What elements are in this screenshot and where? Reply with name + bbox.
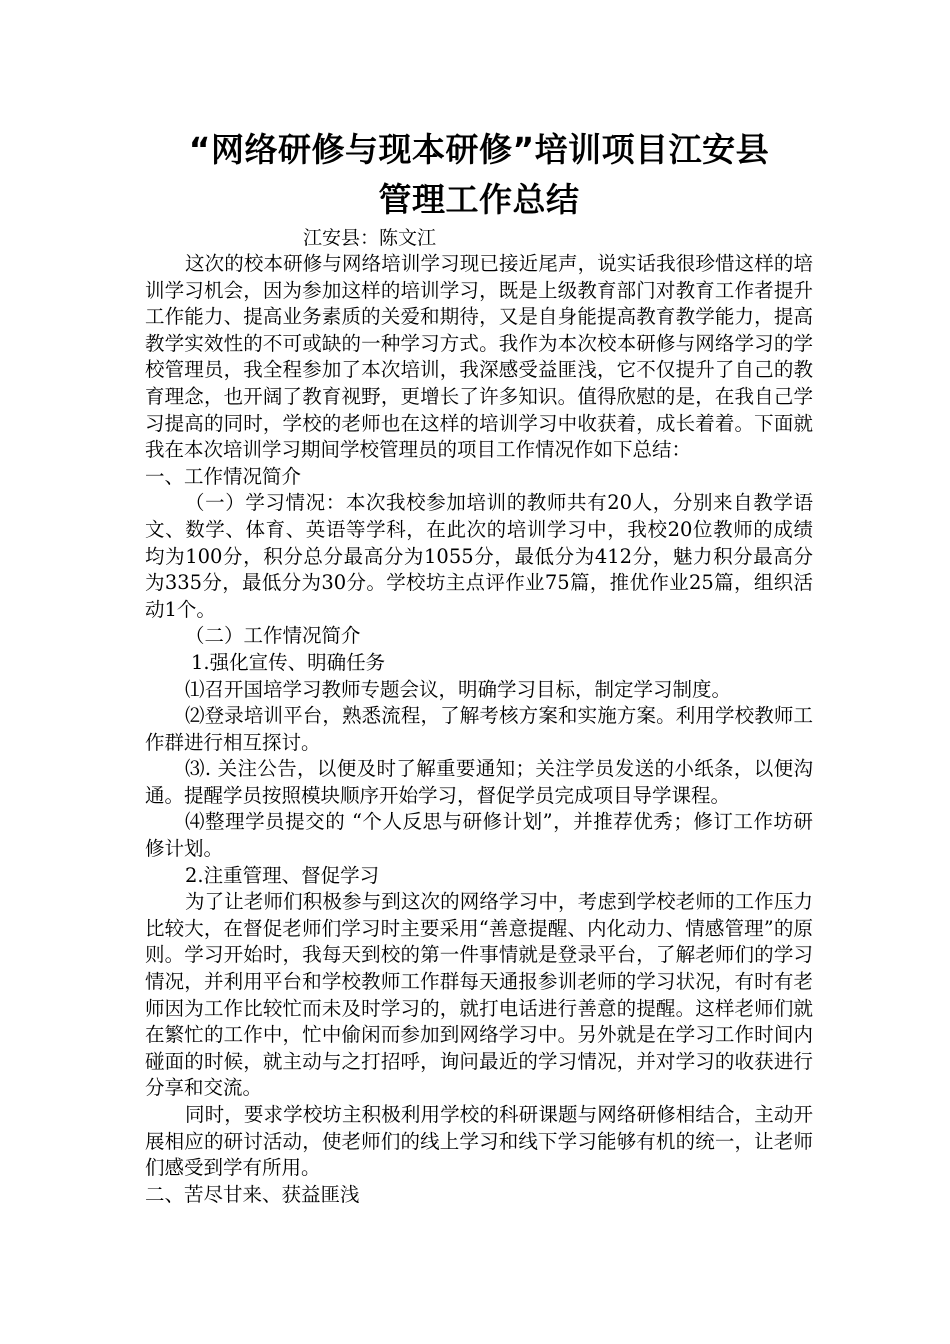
section-heading-2: 二、苦尽甘来、获益匪浅: [145, 1182, 360, 1206]
list-item: ⑶. 关注公告，以便及时了解重要通知；关注学员发送的小纸条，以便沟通。提醒学员按照模块顺序开始学习，督促学员完成项目导学课程。: [145, 757, 813, 807]
item-1-heading: 1.强化宣传、明确任务: [191, 650, 386, 674]
item-2-heading: 2.注重管理、督促学习: [185, 863, 380, 887]
body-paragraph: 同时，要求学校坊主积极利用学校的科研课题与网络研修相结合，主动开展相应的研讨活动，使老师们的线上学习和线下学习能够有机的统一，让老师们感受到学有所用。: [145, 1103, 813, 1180]
list-item: ⑴召开国培学习教师专题会议，明确学习目标，制定学习制度。: [185, 677, 732, 701]
subsection-1-paragraph: （一）学习情况：本次我校参加培训的教师共有20人，分别来自教学语文、数学、体育、英语等学科，在此次的培训学习中，我校20位教师的成绩均为100分，积分总分最高分为1055分，最低分为412分，魅力积分最高分为335分，最低分为30分。学校坊主点评作业75篇，推优作业25篇，组织活动1个。: [145, 491, 813, 621]
document-title: [145, 125, 813, 225]
title-line-2: 管理工作总结: [378, 180, 580, 219]
intro-paragraph: 这次的校本研修与网络培训学习现已接近尾声，说实话我很珍惜这样的培训学习机会，因为参加这样的培训学习，既是上级教育部门对教育工作者提升工作能力、提高业务素质的关爱和期待，又是自身能提高教育教学能力，提高教学实效性的不可或缺的一种学习方式。我作为本次校本研修与网络学习的学校管理员，我全程参加了本次培训，我深感受益匪浅，它不仅提升了自己的教育理念，也开阔了教育视野，更增长了许多知识。值得欣慰的是，在我自己学习提高的同时，学校的老师也在这样的培训学习中收获着，成长着着。下面就我在本次培训学习期间学校管理员的项目工作情况作如下总结：: [145, 252, 813, 462]
author-line: 江安县：陈文江: [303, 227, 437, 249]
subsection-2-heading: （二）工作情况简介: [185, 624, 361, 648]
list-item: ⑵登录培训平台，熟悉流程，了解考核方案和实施方案。利用学校教师工作群进行相互探讨。: [145, 704, 813, 754]
section-heading-1: 一、工作情况简介: [145, 464, 302, 488]
body-paragraph: 为了让老师们积极参与到这次的网络学习中，考虑到学校老师的工作压力比较大，在督促老师们学习时主要采用“善意提醒、内化动力、情感管理”的原则。学习开始时，我每天到校的第一件事情就是登录平台，了解老师们的学习情况，并利用平台和学校教师工作群每天通报参训老师的学习状况，有时有老师因为工作比较忙而未及时学习的，就打电话进行善意的提醒。这样老师们就在繁忙的工作中，忙中偷闲而参加到网络学习中。另外就是在学习工作时间内碰面的时候，就主动与之打招呼，询问最近的学习情况，并对学习的收获进行分享和交流。: [145, 890, 813, 1100]
document-body: [145, 125, 813, 1208]
title-line-1: “网络研修与现本研修”培训项目江安县: [188, 130, 770, 169]
list-item: ⑷整理学员提交的 “个人反思与研修计划”，并推荐优秀；修订工作坊研修计划。: [145, 810, 813, 861]
